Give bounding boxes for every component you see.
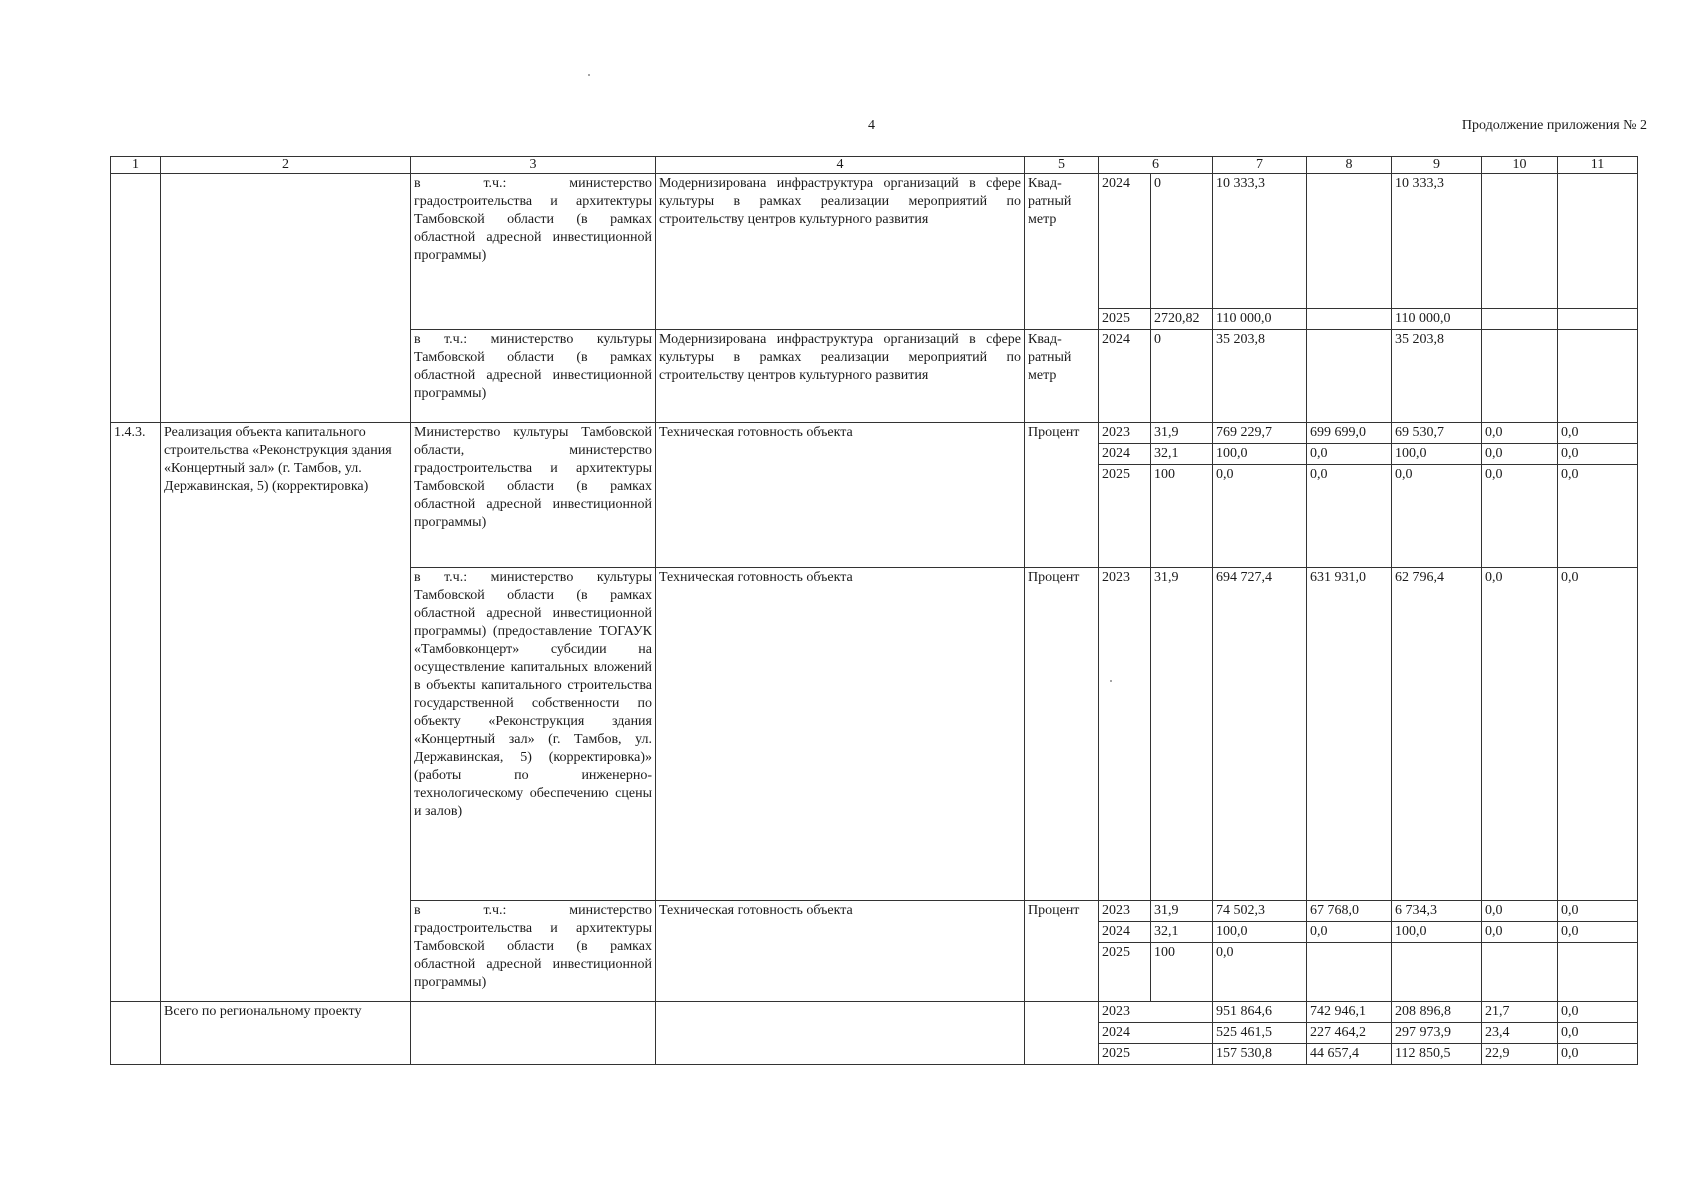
indicator-value-cell: 2720,82	[1151, 309, 1213, 330]
col-header-2: 2	[161, 157, 411, 174]
event-name-cell: Реализация объекта капитального строительства «Реконструкция здания «Концертный зал» (г. Тамбов, ул. Державинская, 5) (корректировка)	[161, 423, 411, 1002]
executor-cell: в т.ч.: министерство культуры Тамбовской области (в рамках областной адресной инвестиционной программы) (предоставление ТОГАУК «Тамбовконцерт» субсидии на осуществление капитальных вложений в объекты капитального строительства государственной собственности по объекту «Реконструкция здания «Концертный зал» (г. Тамбов, ул. Державинская, 5) (корректировка)» (работы по инженерно-технологическому обеспечению сцены и залов)	[411, 568, 656, 901]
amount-cell: 74 502,3	[1213, 901, 1307, 922]
year-cell: 2023	[1099, 568, 1151, 901]
year-cell: 2024	[1099, 922, 1151, 943]
cell-empty	[656, 1002, 1025, 1065]
amount-cell	[1307, 174, 1392, 309]
unit-cell: Квад-ратный метр	[1025, 330, 1099, 423]
amount-cell: 0,0	[1558, 568, 1638, 901]
amount-cell: 0,0	[1482, 901, 1558, 922]
total-row	[111, 1002, 1638, 1023]
amount-cell: 631 931,0	[1307, 568, 1392, 901]
amount-cell: 0,0	[1558, 465, 1638, 568]
amount-cell: 0,0	[1213, 465, 1307, 568]
indicator-cell: Модернизирована инфраструктура организаций в сфере культуры в рамках реализации мероприятий по строительству центров культурного развития	[656, 330, 1025, 423]
amount-cell: 208 896,8	[1392, 1002, 1482, 1023]
col-header-4: 4	[656, 157, 1025, 174]
amount-cell: 62 796,4	[1392, 568, 1482, 901]
indicator-value-cell: 31,9	[1151, 901, 1213, 922]
amount-cell: 951 864,6	[1213, 1002, 1307, 1023]
amount-cell: 0,0	[1213, 943, 1307, 1002]
cell-empty	[411, 1002, 656, 1065]
amount-cell	[1558, 174, 1638, 309]
year-cell: 2025	[1099, 943, 1151, 1002]
amount-cell: 0,0	[1482, 922, 1558, 943]
executor-cell: Министерство культуры Тамбовской области, министерство градостроительства и архитектуры Тамбовской области (в рамках областной адресной инвестиционной программы)	[411, 423, 656, 568]
amount-cell	[1392, 943, 1482, 1002]
column-number-row	[111, 157, 1638, 174]
item-number-cell: 1.4.3.	[111, 423, 161, 1002]
scan-speck	[1110, 680, 1112, 682]
year-cell: 2023	[1099, 1002, 1213, 1023]
indicator-value-cell: 0	[1151, 174, 1213, 309]
amount-cell: 0,0	[1482, 465, 1558, 568]
col-header-10: 10	[1482, 157, 1558, 174]
unit-cell: Процент	[1025, 901, 1099, 1002]
amount-cell: 0,0	[1307, 922, 1392, 943]
total-label-cell: Всего по региональному проекту	[161, 1002, 411, 1065]
indicator-value-cell: 31,9	[1151, 423, 1213, 444]
col-header-1: 1	[111, 157, 161, 174]
amount-cell	[1307, 309, 1392, 330]
year-cell: 2025	[1099, 465, 1151, 568]
cell-empty	[111, 1002, 161, 1065]
amount-cell: 10 333,3	[1392, 174, 1482, 309]
year-cell: 2025	[1099, 309, 1151, 330]
year-cell: 2024	[1099, 330, 1151, 423]
amount-cell: 112 850,5	[1392, 1044, 1482, 1065]
amount-cell: 100,0	[1213, 922, 1307, 943]
cell-empty	[161, 174, 411, 423]
executor-cell: в т.ч.: министерство градостроительства и архитектуры Тамбовской области (в рамках областной адресной инвестиционной программы)	[411, 174, 656, 330]
amount-cell: 0,0	[1558, 1002, 1638, 1023]
amount-cell: 694 727,4	[1213, 568, 1307, 901]
amount-cell: 23,4	[1482, 1023, 1558, 1044]
unit-cell: Квад-ратный метр	[1025, 174, 1099, 330]
year-cell: 2023	[1099, 901, 1151, 922]
indicator-value-cell: 0	[1151, 330, 1213, 423]
amount-cell: 110 000,0	[1392, 309, 1482, 330]
amount-cell: 67 768,0	[1307, 901, 1392, 922]
amount-cell: 769 229,7	[1213, 423, 1307, 444]
indicator-value-cell: 32,1	[1151, 922, 1213, 943]
amount-cell: 0,0	[1558, 423, 1638, 444]
col-header-6: 6	[1099, 157, 1213, 174]
col-header-3: 3	[411, 157, 656, 174]
indicator-cell: Техническая готовность объекта	[656, 568, 1025, 901]
amount-cell: 21,7	[1482, 1002, 1558, 1023]
amount-cell: 525 461,5	[1213, 1023, 1307, 1044]
cell-empty	[111, 174, 161, 423]
col-header-5: 5	[1025, 157, 1099, 174]
indicator-value-cell: 100	[1151, 943, 1213, 1002]
amount-cell: 157 530,8	[1213, 1044, 1307, 1065]
unit-cell: Процент	[1025, 423, 1099, 568]
amount-cell	[1558, 943, 1638, 1002]
amount-cell	[1482, 330, 1558, 423]
table-row	[111, 423, 1638, 444]
amount-cell: 100,0	[1392, 444, 1482, 465]
appendix-table	[110, 156, 1638, 1065]
year-cell: 2024	[1099, 444, 1151, 465]
amount-cell	[1482, 174, 1558, 309]
amount-cell: 35 203,8	[1392, 330, 1482, 423]
amount-cell: 0,0	[1558, 1044, 1638, 1065]
amount-cell: 69 530,7	[1392, 423, 1482, 444]
col-header-7: 7	[1213, 157, 1307, 174]
amount-cell: 699 699,0	[1307, 423, 1392, 444]
amount-cell: 22,9	[1482, 1044, 1558, 1065]
amount-cell	[1482, 309, 1558, 330]
year-cell: 2025	[1099, 1044, 1213, 1065]
amount-cell: 10 333,3	[1213, 174, 1307, 309]
amount-cell: 297 973,9	[1392, 1023, 1482, 1044]
indicator-cell: Техническая готовность объекта	[656, 423, 1025, 568]
amount-cell	[1307, 943, 1392, 1002]
indicator-value-cell: 100	[1151, 465, 1213, 568]
page-number: 4	[868, 118, 875, 133]
amount-cell: 0,0	[1482, 568, 1558, 901]
amount-cell: 0,0	[1558, 444, 1638, 465]
scan-speck	[588, 74, 590, 76]
amount-cell: 742 946,1	[1307, 1002, 1392, 1023]
amount-cell: 100,0	[1213, 444, 1307, 465]
unit-cell: Процент	[1025, 568, 1099, 901]
col-header-9: 9	[1392, 157, 1482, 174]
amount-cell: 0,0	[1558, 901, 1638, 922]
amount-cell: 110 000,0	[1213, 309, 1307, 330]
appendix-continuation-note: Продолжение приложения № 2	[1461, 118, 1647, 133]
amount-cell: 0,0	[1307, 465, 1392, 568]
executor-cell: в т.ч.: министерство культуры Тамбовской области (в рамках областной адресной инвестиционной программы)	[411, 330, 656, 423]
indicator-cell: Техническая готовность объекта	[656, 901, 1025, 1002]
amount-cell: 0,0	[1558, 922, 1638, 943]
amount-cell: 0,0	[1392, 465, 1482, 568]
col-header-11: 11	[1558, 157, 1638, 174]
amount-cell: 6 734,3	[1392, 901, 1482, 922]
amount-cell: 0,0	[1307, 444, 1392, 465]
year-cell: 2024	[1099, 174, 1151, 309]
amount-cell: 44 657,4	[1307, 1044, 1392, 1065]
col-header-8: 8	[1307, 157, 1392, 174]
indicator-cell: Модернизирована инфраструктура организаций в сфере культуры в рамках реализации мероприятий по строительству центров культурного развития	[656, 174, 1025, 330]
amount-cell: 0,0	[1482, 423, 1558, 444]
indicator-value-cell: 32,1	[1151, 444, 1213, 465]
amount-cell: 0,0	[1482, 444, 1558, 465]
amount-cell	[1482, 943, 1558, 1002]
amount-cell	[1558, 309, 1638, 330]
year-cell: 2023	[1099, 423, 1151, 444]
cell-empty	[1025, 1002, 1099, 1065]
amount-cell: 35 203,8	[1213, 330, 1307, 423]
amount-cell	[1307, 330, 1392, 423]
amount-cell: 0,0	[1558, 1023, 1638, 1044]
amount-cell: 227 464,2	[1307, 1023, 1392, 1044]
year-cell: 2024	[1099, 1023, 1213, 1044]
amount-cell	[1558, 330, 1638, 423]
amount-cell: 100,0	[1392, 922, 1482, 943]
indicator-value-cell: 31,9	[1151, 568, 1213, 901]
executor-cell: в т.ч.: министерство градостроительства и архитектуры Тамбовской области (в рамках областной адресной инвестиционной программы)	[411, 901, 656, 1002]
table-row	[111, 174, 1638, 309]
